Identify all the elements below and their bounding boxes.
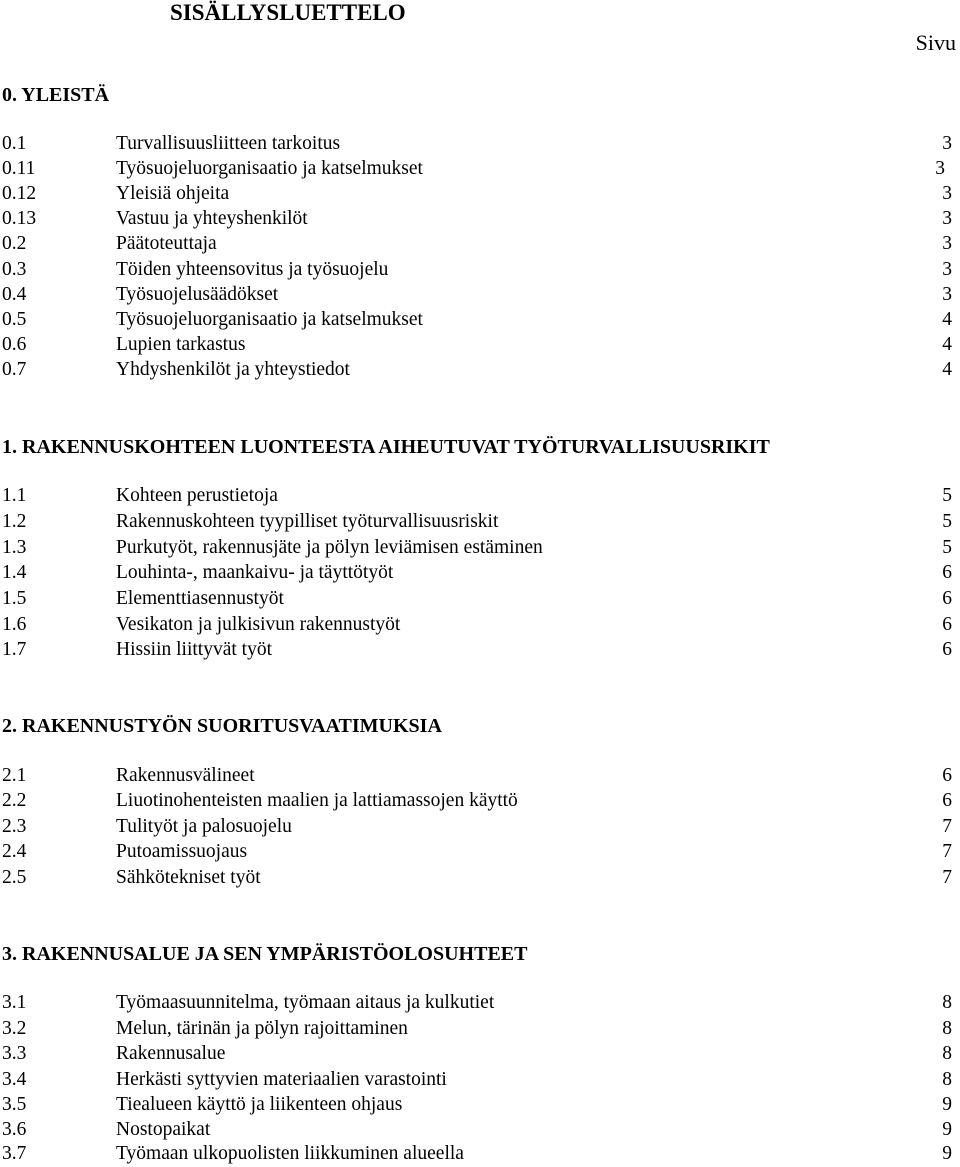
entry-page: 4 (942, 334, 952, 355)
entry-number: 0.4 (2, 284, 27, 305)
entry-title: Tulityöt ja palosuojelu (116, 816, 292, 837)
toc-entry (0, 257, 960, 283)
entry-title: Turvallisuusliitteen tarkoitus (116, 133, 341, 154)
entry-page: 3 (942, 208, 952, 229)
toc-entry (0, 181, 960, 207)
toc-entry (0, 535, 960, 561)
entry-number: 0.12 (2, 183, 37, 204)
entry-number: 3.7 (2, 1143, 27, 1164)
toc-entry (0, 586, 960, 612)
entry-title: Töiden yhteensovitus ja työsuojelu (116, 259, 389, 280)
entry-title: Työsuojeluorganisaatio ja katselmukset (116, 309, 423, 330)
toc-entry (0, 206, 960, 232)
toc-entry (0, 839, 960, 865)
entry-page: 5 (942, 485, 952, 506)
entry-page: 6 (942, 790, 952, 811)
toc-entry (0, 156, 960, 182)
toc-entry (0, 282, 960, 308)
entry-title: Rakennusvälineet (116, 765, 255, 786)
entry-title: Purkutyöt, rakennusjäte ja pölyn leviämisen estäminen (116, 537, 543, 558)
entry-page: 5 (942, 537, 952, 558)
entry-page: 7 (942, 841, 952, 862)
entry-title: Kohteen perustietoja (116, 485, 278, 506)
entry-page: 3 (942, 183, 952, 204)
entry-title: Sähkötekniset työt (116, 867, 261, 888)
entry-page: 3 (935, 158, 945, 179)
entry-page: 6 (942, 562, 952, 583)
toc-entry (0, 231, 960, 257)
entry-number: 0.3 (2, 259, 27, 280)
entry-title: Päätoteuttaja (116, 233, 217, 254)
entry-number: 2.2 (2, 790, 27, 811)
entry-number: 3.3 (2, 1043, 27, 1064)
toc-entry (0, 560, 960, 586)
entry-title: Liuotinohenteisten maalien ja lattiamassojen käyttö (116, 790, 518, 811)
entry-title: Työsuojeluorganisaatio ja katselmukset (116, 158, 423, 179)
entry-title: Louhinta-, maankaivu- ja täyttötyöt (116, 562, 394, 583)
entry-title: Rakennuskohteen tyypilliset työturvallisuusriskit (116, 511, 499, 532)
entry-number: 2.5 (2, 867, 27, 888)
entry-title: Työmaasuunnitelma, työmaan aitaus ja kulkutiet (116, 992, 495, 1013)
entry-number: 3.5 (2, 1094, 27, 1115)
entry-page: 8 (942, 992, 952, 1013)
toc-entry (0, 612, 960, 638)
toc-entry (0, 1067, 960, 1093)
entry-title: Vastuu ja yhteyshenkilöt (116, 208, 308, 229)
toc-entry (0, 1016, 960, 1042)
toc-entry (0, 814, 960, 840)
page-column-label: Sivu (915, 30, 956, 55)
entry-title: Lupien tarkastus (116, 334, 246, 355)
entry-title: Vesikaton ja julkisivun rakennustyöt (116, 614, 401, 635)
entry-title: Rakennusalue (116, 1043, 226, 1064)
section-heading: 1. RAKENNUSKOHTEEN LUONTEESTA AIHEUTUVAT TYÖTURVALLISUUSRIKIT (2, 436, 770, 458)
entry-number: 0.5 (2, 309, 27, 330)
entry-number: 3.1 (2, 992, 27, 1013)
toc-entry (0, 131, 960, 157)
entry-page: 7 (942, 816, 952, 837)
section-heading: 2. RAKENNUSTYÖN SUORITUSVAATIMUKSIA (2, 715, 442, 737)
toc-entry (0, 637, 960, 663)
entry-page: 6 (942, 588, 952, 609)
entry-number: 0.13 (2, 208, 37, 229)
toc-entry (0, 483, 960, 509)
entry-page: 6 (942, 639, 952, 660)
entry-page: 9 (942, 1119, 952, 1140)
entry-number: 0.1 (2, 133, 27, 154)
entry-page: 6 (942, 765, 952, 786)
entry-page: 4 (942, 309, 952, 330)
entry-number: 2.1 (2, 765, 27, 786)
entry-page: 3 (942, 259, 952, 280)
entry-number: 3.6 (2, 1119, 27, 1140)
entry-number: 1.3 (2, 537, 27, 558)
entry-title: Herkästi syttyvien materiaalien varastointi (116, 1069, 447, 1090)
toc-entry (0, 1117, 960, 1143)
entry-number: 0.2 (2, 233, 27, 254)
entry-page: 7 (942, 867, 952, 888)
entry-number: 1.7 (2, 639, 27, 660)
entry-page: 4 (942, 359, 952, 380)
entry-page: 3 (942, 233, 952, 254)
section-heading: 0. YLEISTÄ (2, 84, 110, 106)
entry-page: 3 (942, 284, 952, 305)
entry-page: 9 (942, 1143, 952, 1164)
toc-entry (0, 1141, 960, 1167)
entry-page: 8 (942, 1018, 952, 1039)
entry-title: Yhdyshenkilöt ja yhteystiedot (116, 359, 350, 380)
entry-number: 1.5 (2, 588, 27, 609)
entry-title: Hissiin liittyvät työt (116, 639, 273, 660)
entry-page: 5 (942, 511, 952, 532)
toc-entry (0, 332, 960, 358)
entry-number: 0.11 (2, 158, 36, 179)
document-title: SISÄLLYSLUETTELO (170, 0, 406, 25)
toc-entry (0, 865, 960, 891)
toc-entry (0, 307, 960, 333)
entry-number: 1.4 (2, 562, 27, 583)
toc-entry (0, 763, 960, 789)
entry-number: 1.1 (2, 485, 27, 506)
entry-title: Yleisiä ohjeita (116, 183, 230, 204)
entry-number: 2.3 (2, 816, 27, 837)
toc-entry (0, 788, 960, 814)
entry-title: Työsuojelusäädökset (116, 284, 279, 305)
entry-number: 0.7 (2, 359, 27, 380)
entry-number: 3.2 (2, 1018, 27, 1039)
entry-page: 9 (942, 1094, 952, 1115)
entry-title: Elementtiasennustyöt (116, 588, 284, 609)
entry-title: Putoamissuojaus (116, 841, 248, 862)
entry-number: 1.2 (2, 511, 27, 532)
entry-page: 6 (942, 614, 952, 635)
entry-number: 1.6 (2, 614, 27, 635)
toc-entry (0, 509, 960, 535)
toc-entry (0, 357, 960, 383)
entry-number: 0.6 (2, 334, 27, 355)
entry-page: 8 (942, 1069, 952, 1090)
entry-page: 3 (942, 133, 952, 154)
entry-title: Työmaan ulkopuolisten liikkuminen alueella (116, 1143, 464, 1164)
toc-entry (0, 1041, 960, 1067)
entry-number: 2.4 (2, 841, 27, 862)
entry-title: Tiealueen käyttö ja liikenteen ohjaus (116, 1094, 403, 1115)
entry-number: 3.4 (2, 1069, 27, 1090)
entry-title: Nostopaikat (116, 1119, 211, 1140)
toc-entry (0, 1092, 960, 1118)
entry-page: 8 (942, 1043, 952, 1064)
section-heading: 3. RAKENNUSALUE JA SEN YMPÄRISTÖOLOSUHTEET (2, 943, 528, 965)
entry-title: Melun, tärinän ja pölyn rajoittaminen (116, 1018, 408, 1039)
toc-entry (0, 990, 960, 1016)
